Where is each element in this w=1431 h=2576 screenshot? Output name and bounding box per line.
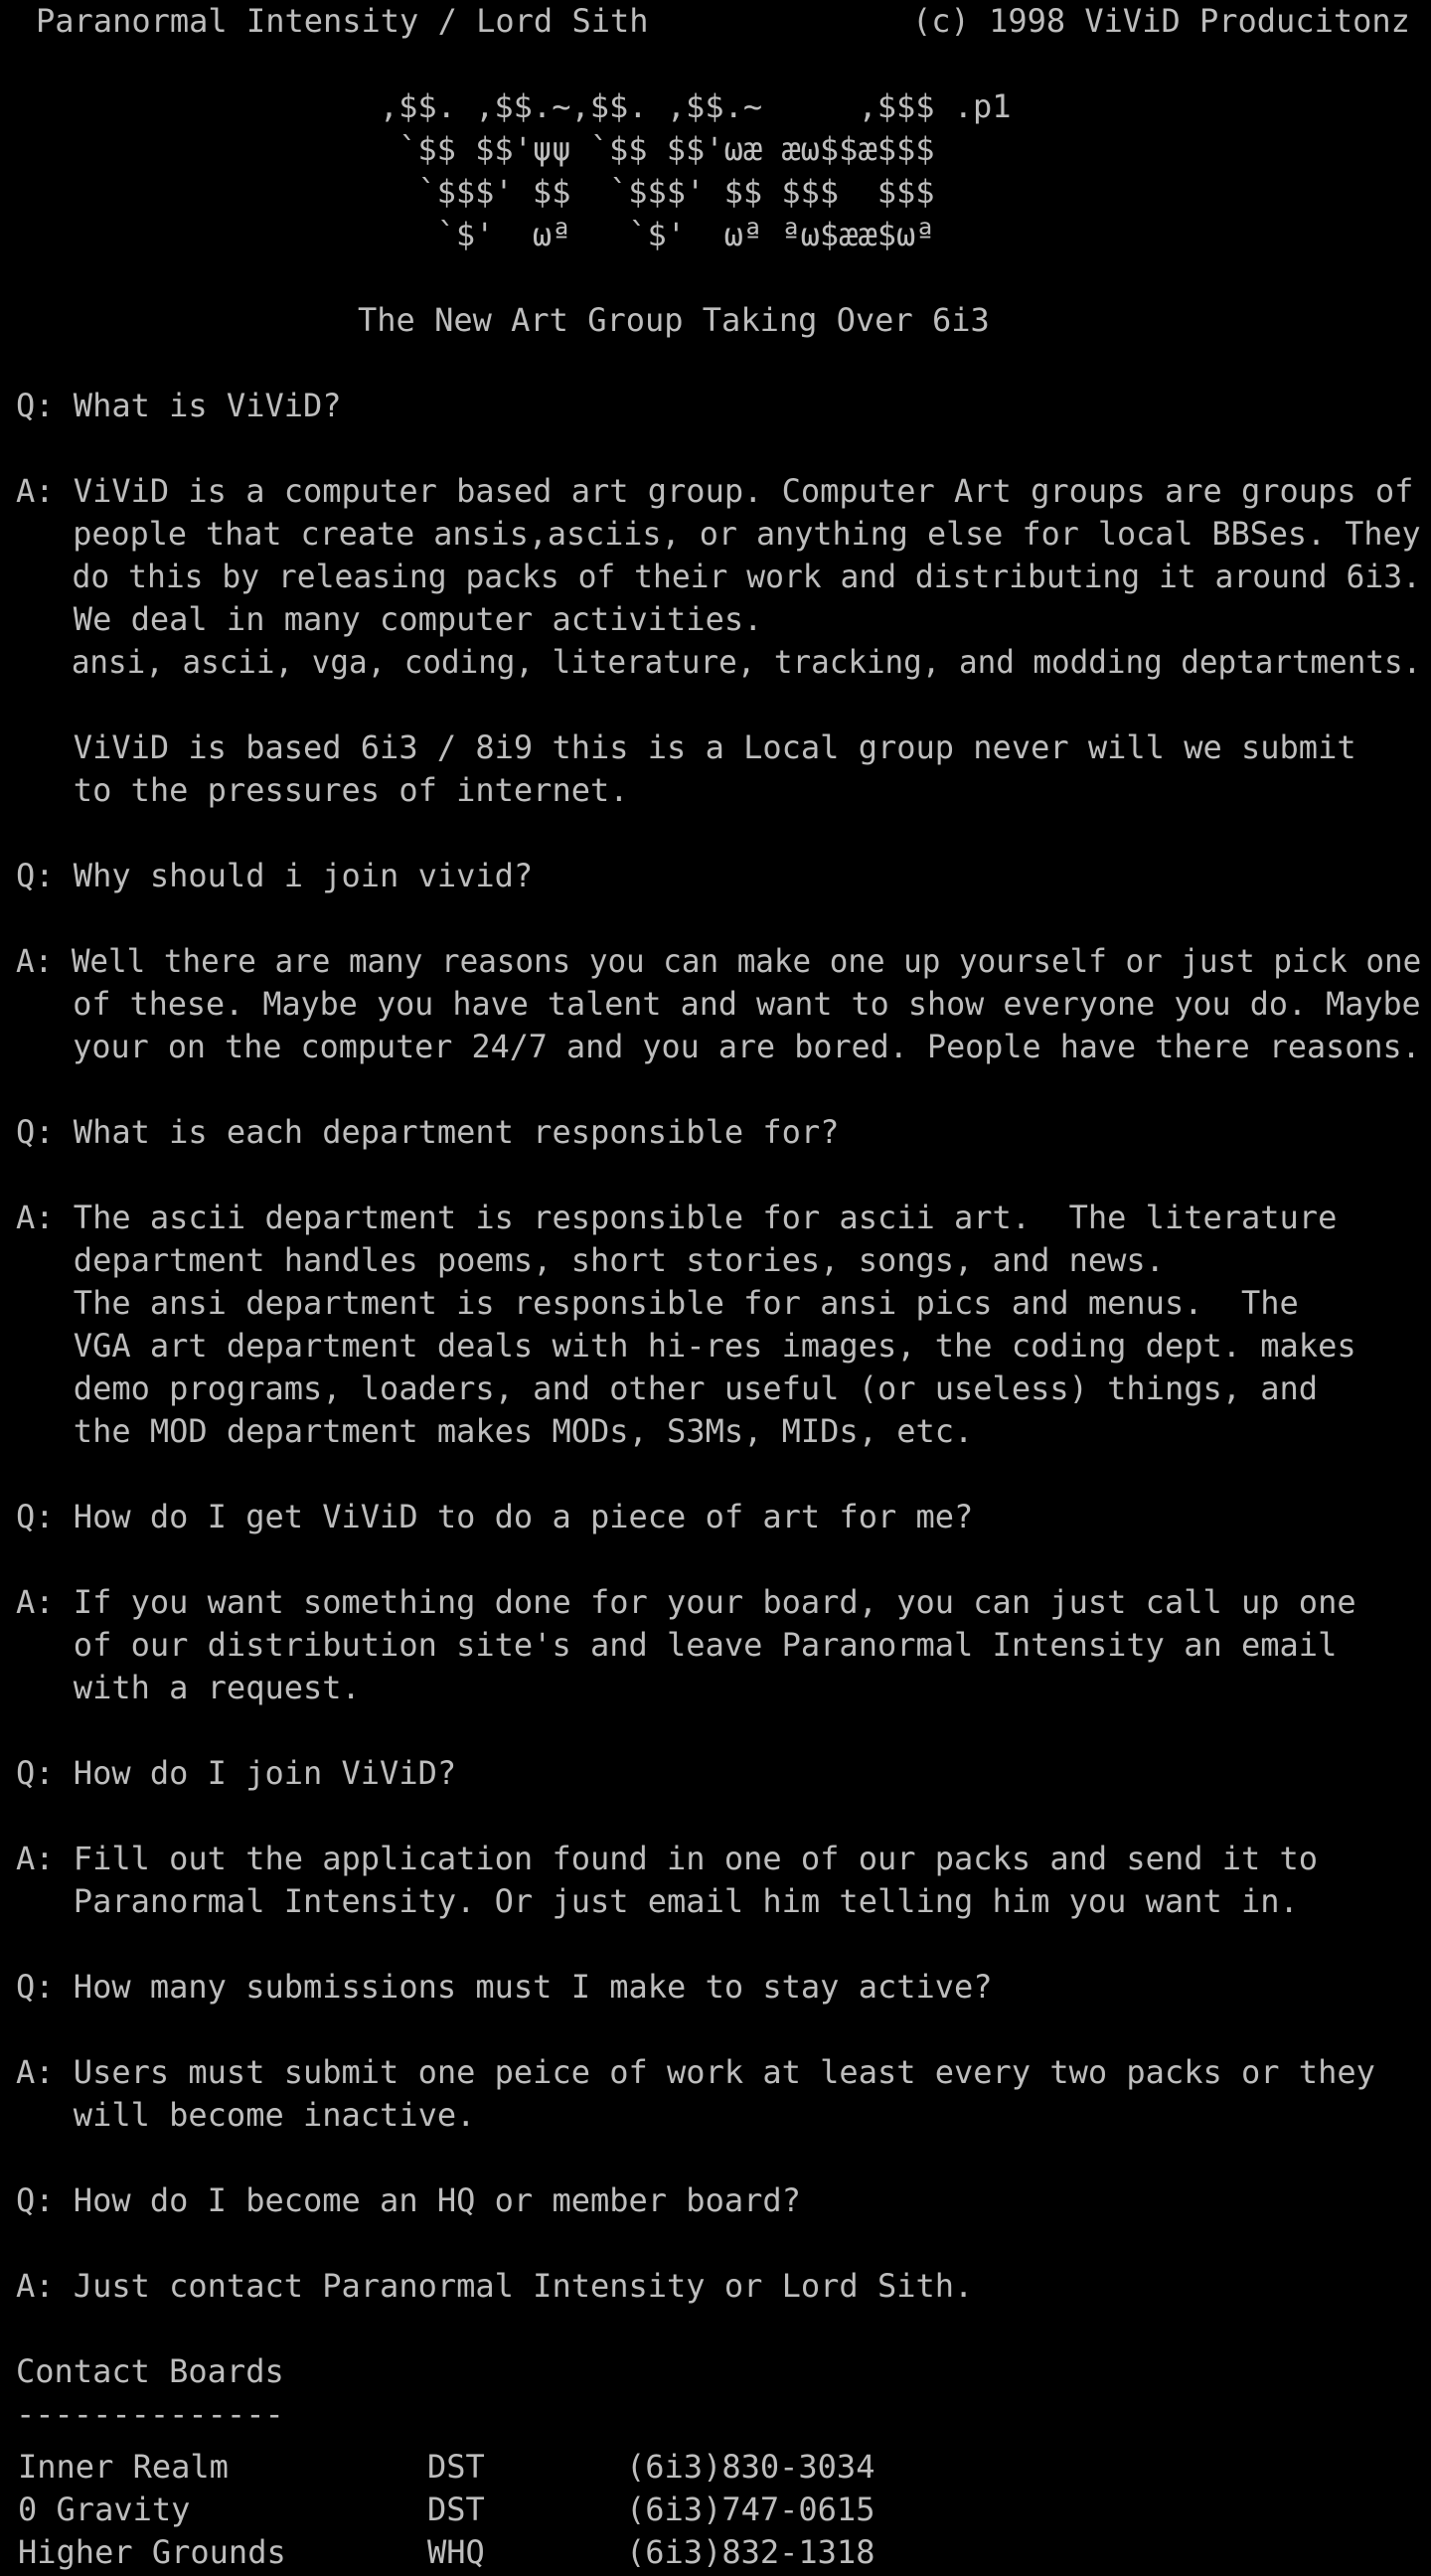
faq-question: Q: What is each department responsible for? <box>16 1113 840 1151</box>
faq-answer-line: We deal in many computer activities. <box>16 600 763 638</box>
faq-answer-line: your on the computer 24/7 and you are bored. People have there reasons. <box>16 1028 1421 1065</box>
faq-answer-line: The ansi department is responsible for ansi pics and menus. The <box>16 1284 1299 1322</box>
board-row <box>0 2446 1431 2489</box>
header-copyright: (c) 1998 ViViD Producitonz <box>912 2 1410 40</box>
faq-answer-line: A: ViViD is a computer based art group. Computer Art groups are groups of <box>16 472 1414 510</box>
faq-question: Q: How do I join ViViD? <box>16 1754 457 1792</box>
faq-answer-line: Paranormal Intensity. Or just email him telling him you want in. <box>16 1882 1299 1920</box>
faq-answer-line: A: The ascii department is responsible for ascii art. The literature <box>16 1199 1338 1236</box>
board-phone: (6i3)832-1318 <box>626 2533 875 2571</box>
board-phone: (6i3)747-0615 <box>626 2491 875 2528</box>
faq-answer-line: of these. Maybe you have talent and want to show everyone you do. Maybe <box>16 985 1421 1023</box>
faq-answer-line: VGA art department deals with hi-res images, the coding dept. makes <box>16 1327 1356 1365</box>
faq-question: Q: Why should i join vivid? <box>16 857 534 894</box>
faq-answer-line: department handles poems, short stories, songs, and news. <box>16 1241 1165 1279</box>
faq-answer-line: ViViD is based 6i3 / 8i9 this is a Local group never will we submit <box>16 728 1356 766</box>
board-phone: (6i3)830-3034 <box>626 2448 875 2486</box>
faq-answer-line: A: Just contact Paranormal Intensity or Lord Sith. <box>16 2267 974 2305</box>
board-name: 0 Gravity <box>18 2491 191 2528</box>
board-name: Inner Realm <box>18 2448 229 2486</box>
faq-question: Q: How do I become an HQ or member board? <box>16 2181 801 2219</box>
logo-line: ,$$. ,$$.~,$$. ,$$.~ ,$$$ .p1 <box>322 87 1012 125</box>
faq-answer-line: people that create ansis,asciis, or anything else for local BBSes. They <box>16 515 1421 553</box>
board-type: WHQ <box>427 2533 485 2571</box>
faq-answer-line: A: Users must submit one peice of work at least every two packs or they <box>16 2053 1375 2091</box>
header-title: Paranormal Intensity / Lord Sith <box>36 2 649 40</box>
logo-line: `$' ωª `$' ωª ªω$ææ$ωª <box>322 216 935 253</box>
faq-question: Q: What is ViViD? <box>16 387 342 424</box>
faq-answer-line: will become inactive. <box>16 2096 476 2134</box>
faq-answer-line: the MOD department makes MODs, S3Ms, MIDs, etc. <box>16 1412 974 1450</box>
faq-answer-line: ansi, ascii, vga, coding, literature, tracking, and modding deptartments. <box>16 643 1422 681</box>
contact-rule: -------------- <box>16 2395 284 2433</box>
faq-answer-line: to the pressures of internet. <box>16 771 629 809</box>
faq-question: Q: How do I get ViViD to do a piece of art for me? <box>16 1498 974 1535</box>
board-type: DST <box>427 2448 485 2486</box>
faq-answer-line: A: Well there are many reasons you can make one up yourself or just pick one <box>16 942 1422 980</box>
tagline: The New Art Group Taking Over 6i3 <box>358 301 990 339</box>
logo-line: `$$ $$'ψψ `$$ $$'ωæ æω$$æ$$$ <box>322 130 935 168</box>
faq-answer-line: of our distribution site's and leave Paranormal Intensity an email <box>16 1626 1338 1664</box>
board-row <box>0 2489 1431 2531</box>
contact-heading: Contact Boards <box>16 2352 284 2390</box>
header-bar <box>0 0 1431 43</box>
board-row <box>0 2531 1431 2574</box>
faq-answer-line: A: If you want something done for your board, you can just call up one <box>16 1583 1356 1621</box>
faq-answer-line: with a request. <box>16 1669 361 1706</box>
faq-answer-line: A: Fill out the application found in one of our packs and send it to <box>16 1840 1319 1877</box>
faq-question: Q: How many submissions must I make to stay active? <box>16 1968 993 2006</box>
faq-answer-line: demo programs, loaders, and other useful (or useless) things, and <box>16 1369 1319 1407</box>
faq-answer-line: do this by releasing packs of their work and distributing it around 6i3. <box>16 558 1421 595</box>
board-type: DST <box>427 2491 485 2528</box>
board-name: Higher Grounds <box>18 2533 286 2571</box>
logo-line: `$$$' $$ `$$$' $$ $$$ $$$ <box>322 173 935 211</box>
